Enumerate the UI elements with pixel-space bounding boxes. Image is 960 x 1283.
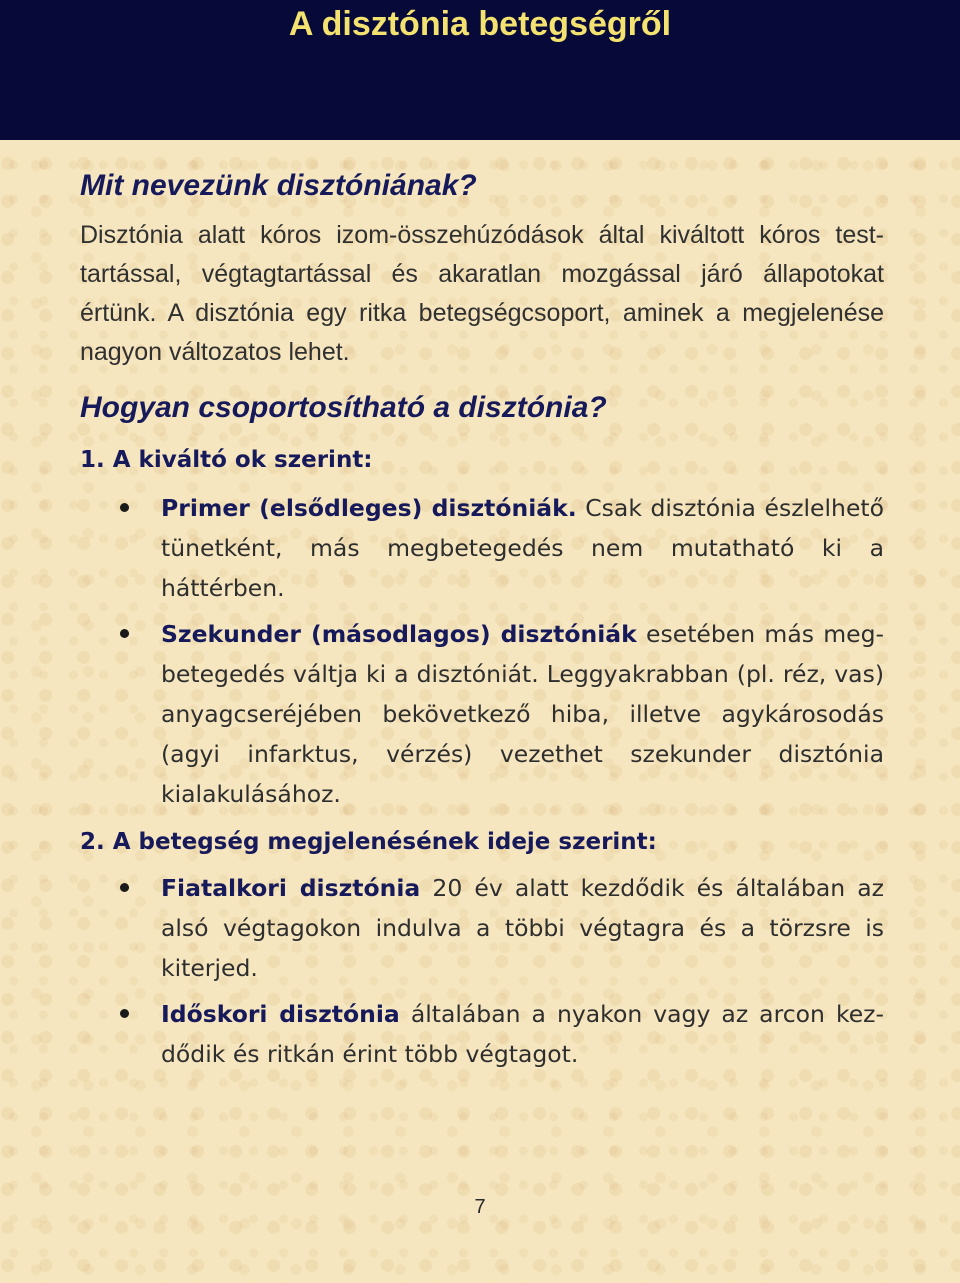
item-term: Primer (elsődleges) disztóniák.: [161, 494, 577, 522]
item-term: Időskori disztónia: [161, 1000, 400, 1028]
page-title: A disztónia betegségről: [288, 5, 672, 43]
item-term: Szekunder (másodlagos) disztóniák: [161, 620, 637, 648]
item-description: esetében más megbetegedés váltja ki a disztóniát. Leggyakrabban (pl. réz, vas) anyagcseréjében bekövetkező hiba, illetve agykárosodás (agyi infarktus, vérzés) vezethet szekunder disztónia kialakulásához.: [161, 620, 884, 808]
bullet-icon: [120, 1009, 129, 1018]
list-item: [80, 868, 884, 988]
intro-paragraph: Disztónia alatt kóros izom-összehúzódások által kiváltott kóros testtartással, végtagtartással és akaratlan mozgással járó állapotokat értünk. A disztónia egy ritka betegségcsoport, aminek a megjelenése nagyon változatos lehet.: [80, 221, 884, 366]
item-description: általában a nyakon vagy az arcon kezdődik és ritkán érint több végtagot.: [161, 1000, 884, 1068]
header-banner: [0, 0, 960, 140]
list-item: [80, 488, 884, 608]
page-number: 7: [474, 1196, 486, 1218]
list-item: [80, 994, 884, 1074]
group-title-cause: 1. A kiváltó ok szerint:: [80, 447, 373, 473]
bullet-icon: [120, 629, 129, 638]
bullet-icon: [120, 883, 129, 892]
bullet-icon: [120, 503, 129, 512]
group-title-onset: 2. A betegség megjelenésének ideje szerint:: [80, 829, 657, 855]
section-heading-what: Mit nevezünk disztóniának?: [80, 169, 477, 202]
main-content: [80, 166, 884, 1074]
bullet-list-onset: [80, 868, 884, 1074]
item-description: 20 év alatt kezdődik és általában az alsó végtagokon indulva a többi végtagra és a törzsre is kiterjed.: [161, 874, 884, 982]
bullet-list-cause: [80, 488, 884, 814]
item-description: Csak disztónia észlelhető tünetként, más megbetegedés nem mutatható ki a háttérben.: [161, 494, 884, 602]
list-item: [80, 614, 884, 814]
section-heading-how: Hogyan csoportosítható a disztónia?: [80, 391, 607, 424]
group-cause: [80, 442, 884, 814]
item-term: Fiatalkori disztónia: [161, 874, 421, 902]
group-onset: [80, 824, 884, 1074]
